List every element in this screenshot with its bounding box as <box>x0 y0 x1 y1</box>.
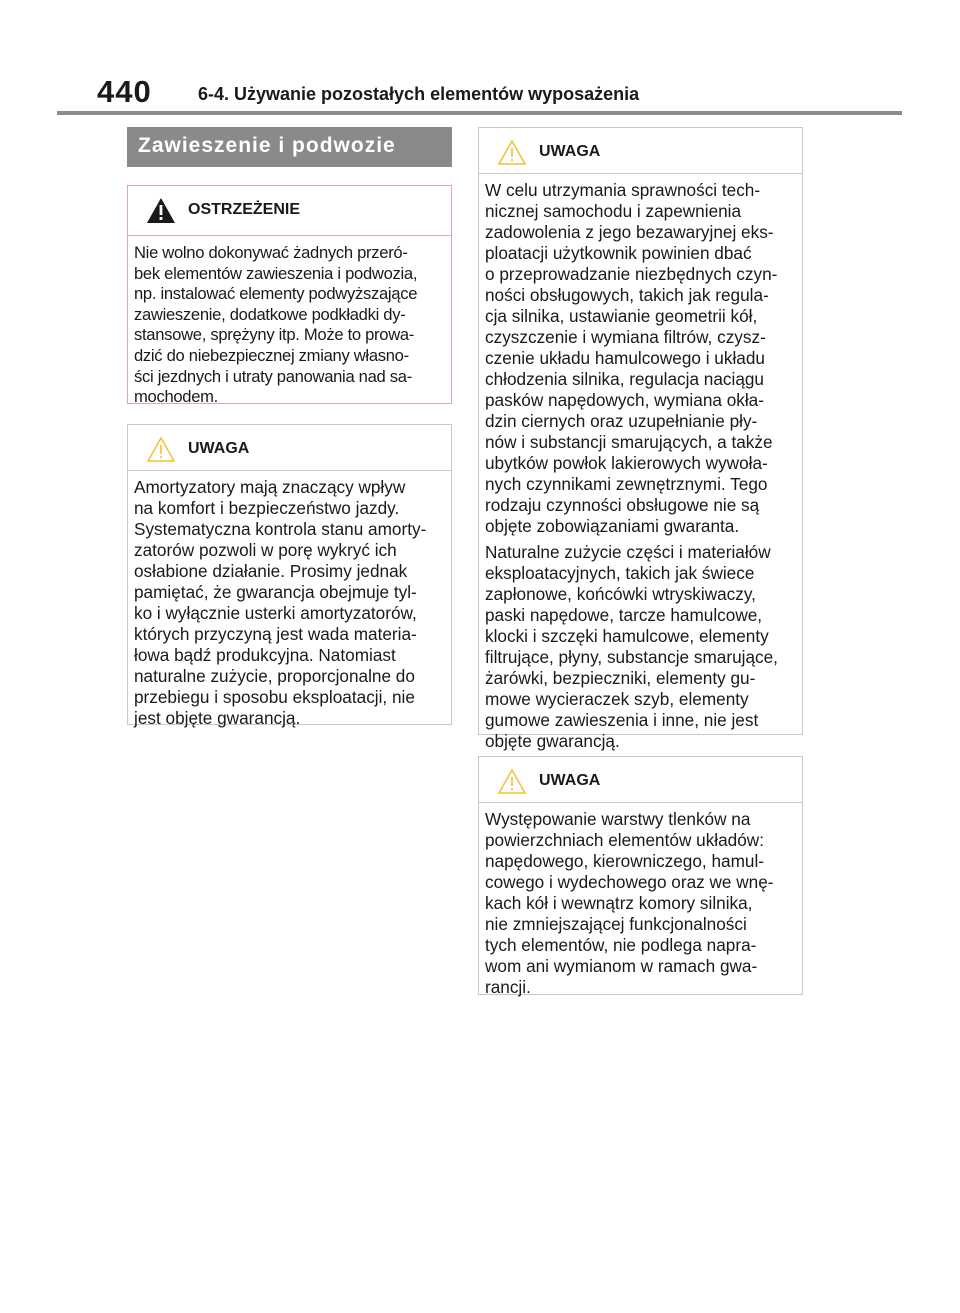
caution-triangle-outline-icon <box>497 139 527 166</box>
warning-box <box>127 185 452 407</box>
notice-text: Amortyzatory mają znaczący wpływ na komfort i bezpieczeństwo jazdy. Systematyczna kontrola stanu amorty- zatorów pozwoli w porę wykryć ich osłabione działanie. Prosimy jednak pamiętać, że gwarancja obejmuje tyl- ko i wyłącznie usterki amortyzatorów, których przyczyną jest wada materia- łowa bądź produkcyjna. Natomiast naturalne zużycie, proporcjonalne do przebiegu i sposobu eksploatacji, nie jest objęte gwarancją. <box>134 477 427 728</box>
notice-paragraph-2: Naturalne zużycie części i materiałów eksploatacyjnych, takich jak świece zapłonowe, końcówki wtryskiwaczy, paski napędowe, tarcze hamulcowe, klocki i szczęki hamulcowe, elementy filtrujące, płyny, substancje smarujące, żarówki, bezpieczniki, elementy gu- mowe wycieraczek szyb, elementy gumowe zawieszenia i inne, nie jest objęte gwarancją. <box>485 542 778 751</box>
notice-box-header <box>479 128 802 174</box>
page-number: 440 <box>97 74 152 109</box>
notice-paragraph-1: W celu utrzymania sprawności tech- nicznej samochodu i zapewnienia zadowolenia z jego bezawaryjnej eks- ploatacji użytkownik powinien dbać o przeprowadzanie niezbędnych czyn- ności obsługowych, takich jak regula- cja silnika, ustawianie geometrii kół, czyszczenie i wymiana filtrów, czysz- czenie układu hamulcowego i układu chłodzenia silnika, regulacja naciągu pasków napędowych, wymiana okła- dzin ciernych oraz uzupełnianie pły- nów i substancji smarujących, a także ubytków powłok lakierowych wywoła- nych czynnikami zewnętrznymi. Tego rodzaju czynności obsługowe nie są objęte zobowiązaniami gwaranta. <box>485 180 778 536</box>
page-header <box>0 0 960 120</box>
notice-text: Występowanie warstwy tlenków na powierzchniach elementów układów: napędowego, kierowniczego, hamul- cowego i wydechowego oraz we wnę- kach kół i wewnątrz komory silnika, nie zmniejszającej funkcjonalności tych elementów, nie podlega napra- wom ani wymianom w ramach gwa- rancji. <box>485 809 774 997</box>
notice-body <box>479 174 802 767</box>
notice-label: UWAGA <box>539 772 601 789</box>
warning-body <box>128 236 451 423</box>
notice-box-maintenance <box>478 127 803 751</box>
header-divider <box>57 111 902 115</box>
notice-body <box>479 803 802 1013</box>
topic-banner <box>127 127 452 167</box>
warning-label: OSTRZEŻENIE <box>188 201 301 218</box>
notice-box-oxidation <box>478 756 803 995</box>
notice-label: UWAGA <box>188 440 250 457</box>
warning-triangle-filled-icon <box>146 197 176 224</box>
notice-label: UWAGA <box>539 143 601 160</box>
topic-title: Zawieszenie i podwozie <box>138 134 396 157</box>
caution-triangle-outline-icon <box>146 436 176 463</box>
caution-triangle-outline-icon <box>497 768 527 795</box>
section-title: 6-4. Używanie pozostałych elementów wyposażenia <box>198 84 640 104</box>
warning-text: Nie wolno dokonywać żadnych przeró- bek elementów zawieszenia i podwozia, np. instalować elementy podwyższające zawieszenie, dodatkowe podkładki dy- stansowe, sprężyny itp. Może to prowa- dzić do niebezpiecznej zmiany własno- ści jezdnych i utraty panowania nad sa- mochodem. <box>134 243 418 407</box>
notice-box-header <box>479 757 802 803</box>
notice-box-header <box>128 425 451 471</box>
notice-box-shock-absorbers <box>127 424 452 728</box>
notice-body <box>128 471 451 744</box>
warning-box-header <box>128 186 451 236</box>
